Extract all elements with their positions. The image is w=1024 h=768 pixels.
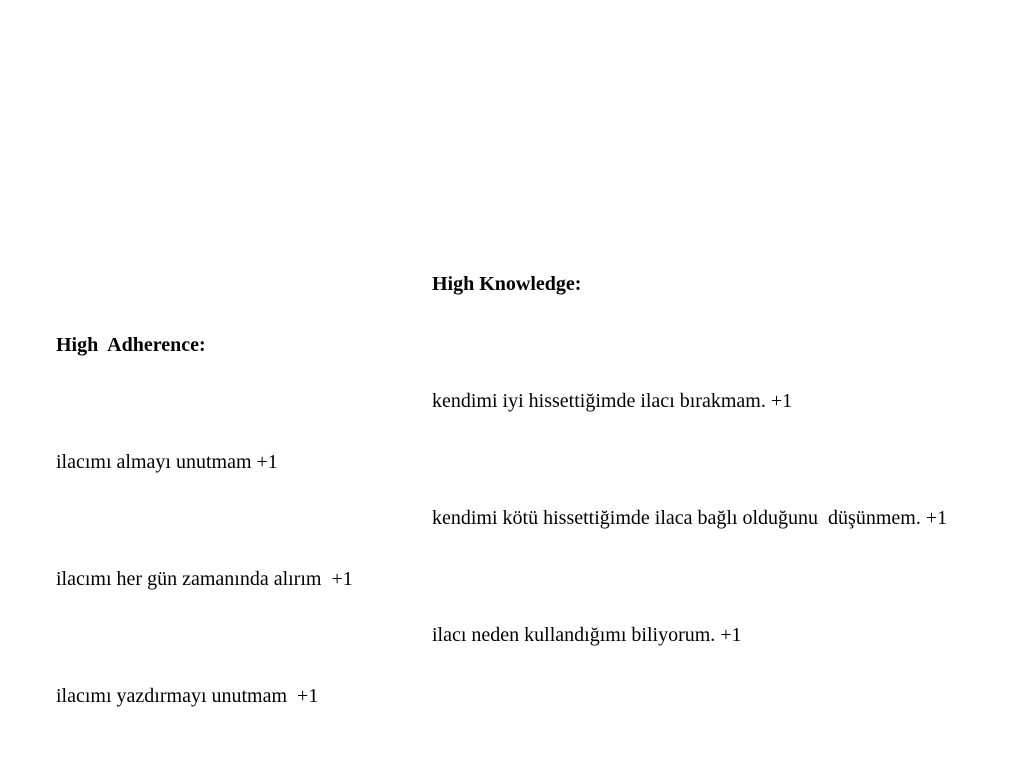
adherence-item: ilacımı her gün zamanında alırım +1 <box>56 568 353 590</box>
knowledge-item: kendimi kötü hissettiğimde ilaca bağlı olduğunu düşünmem. +1 <box>432 507 948 529</box>
high-knowledge-section <box>432 224 947 671</box>
high-adherence-heading: High Adherence: <box>56 334 206 356</box>
knowledge-item: kendimi iyi hissettiğimde ilacı bırakmam. +1 <box>432 390 793 412</box>
high-adherence-section <box>56 285 353 732</box>
adherence-item: ilacımı almayı unutmam +1 <box>56 451 278 473</box>
adherence-item: ilacımı yazdırmayı unutmam +1 <box>56 685 319 707</box>
knowledge-item: ilacı neden kullandığımı biliyorum. +1 <box>432 624 742 646</box>
high-knowledge-heading: High Knowledge: <box>432 273 582 295</box>
